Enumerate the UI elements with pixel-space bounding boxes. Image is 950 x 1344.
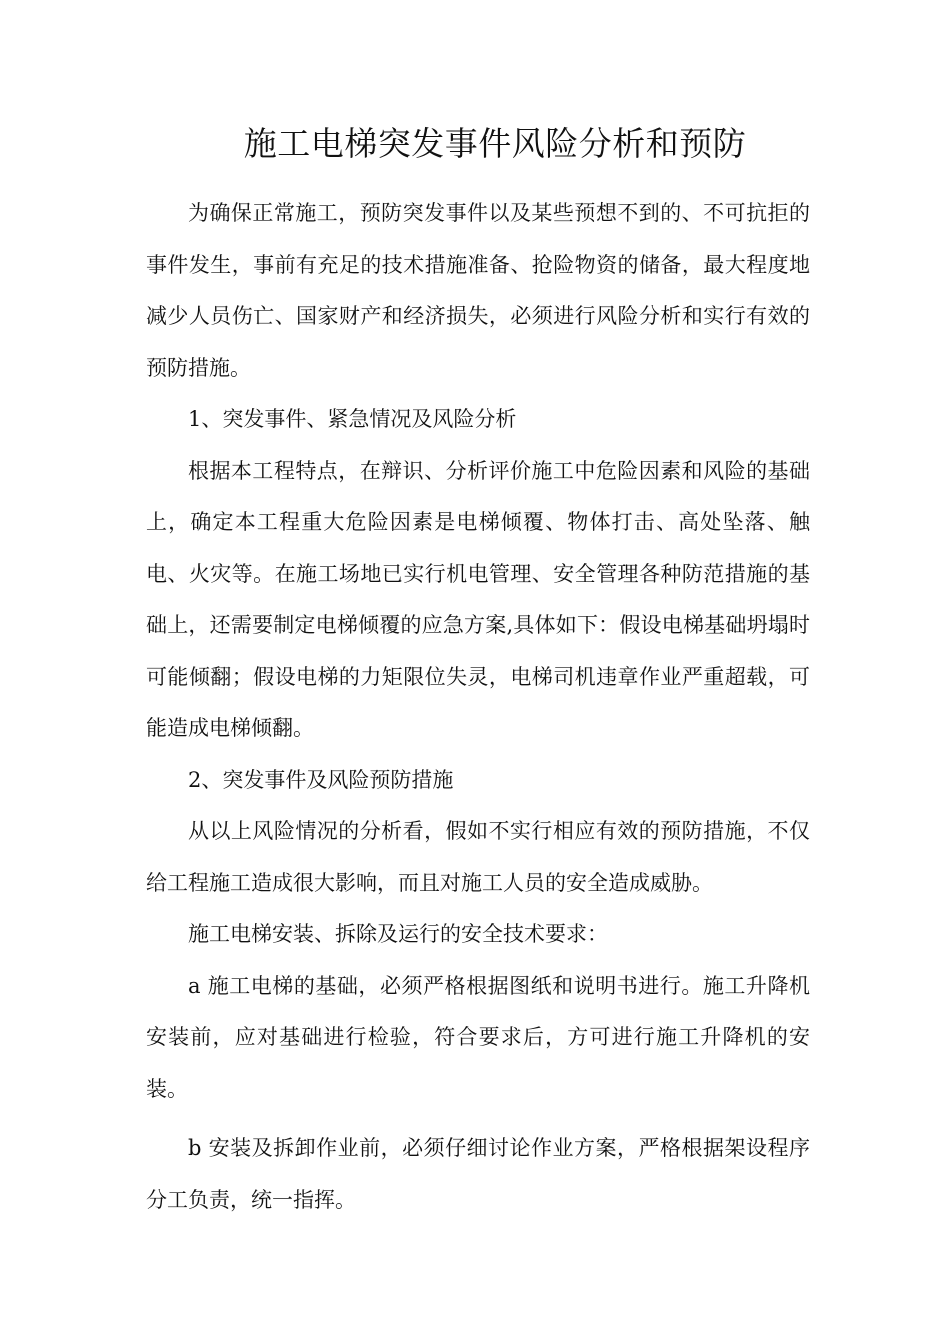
section-heading-2: 2、突发事件及风险预防措施	[188, 767, 454, 792]
paragraph-risk-analysis: 根据本工程特点，在辩识、分析评价施工中危险因素和风险的基础上，确定本工程重大危险因素是电梯倾覆、物体打击、高处坠落、触电、火灾等。在施工场地已实行机电管理、安全管理各种防范措施的基础上，还需要制定电梯倾覆的应急方案,具体如下：假设电梯基础坍塌时可能倾翻；假设电梯的力矩限位失灵，电梯司机违章作业严重超载，可能造成电梯倾翻。	[146, 458, 810, 740]
paragraph-intro: 为确保正常施工，预防突发事件以及某些预想不到的、不可抗拒的事件发生，事前有充足的技术措施准备、抢险物资的储备，最大程度地减少人员伤亡、国家财产和经济损失，必须进行风险分析和实行有效的预防措施。	[146, 201, 810, 380]
list-item-b: b 安装及拆卸作业前，必须仔细讨论作业方案，严格根据架设程序分工负责，统一指挥。	[146, 1136, 810, 1212]
paragraph-requirements-intro: 施工电梯安装、拆除及运行的安全技术要求：	[188, 922, 608, 946]
section-heading-1: 1、突发事件、紧急情况及风险分析	[188, 407, 517, 431]
paragraph-prevention: 从以上风险情况的分析看，假如不实行相应有效的预防措施，不仅给工程施工造成很大影响，而且对施工人员的安全造成威胁。	[146, 819, 810, 895]
page-title: 施工电梯突发事件风险分析和预防	[243, 124, 747, 163]
document-body	[146, 188, 810, 1226]
list-item-a: a 施工电梯的基础，必须严格根据图纸和说明书进行。施工升降机安装前，应对基础进行检验，符合要求后，方可进行施工升降机的安装。	[146, 973, 810, 1101]
